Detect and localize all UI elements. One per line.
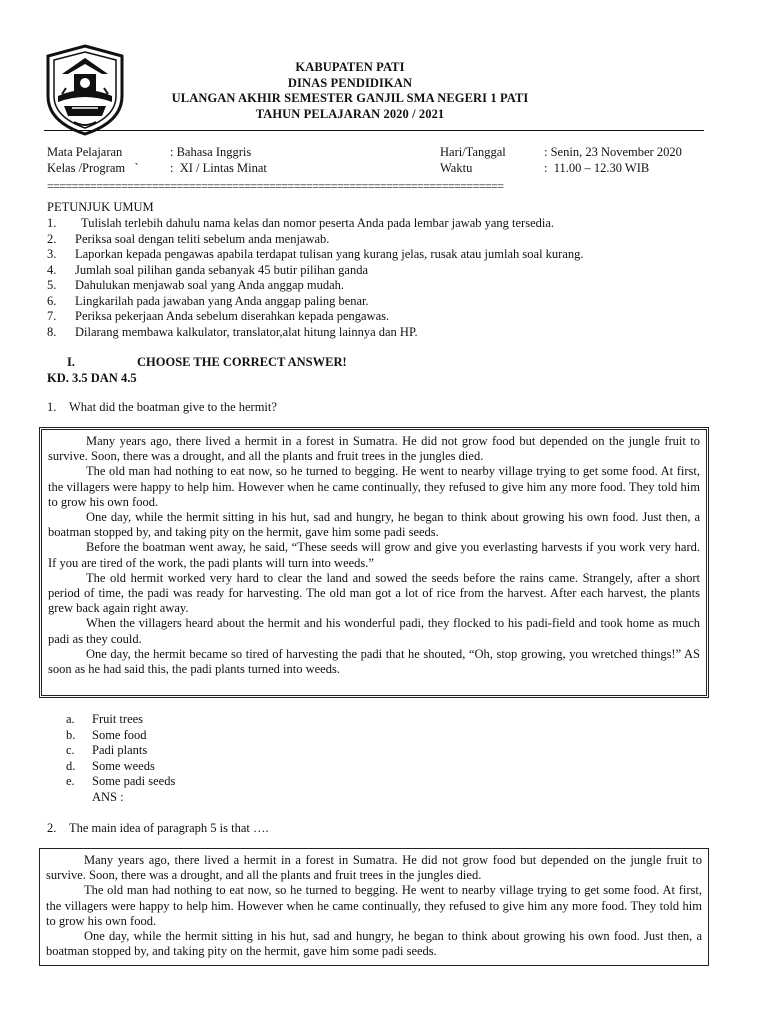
answer-options: [66, 712, 175, 805]
section-heading: [47, 355, 347, 386]
question-number: 2.: [47, 821, 57, 835]
instruction-item: 7. Periksa pekerjaan Anda sebelum diserahkan kepada pengawas.: [47, 309, 390, 323]
option-c[interactable]: c. Padi plants: [66, 743, 148, 757]
info-value: : Bahasa Inggris: [170, 145, 252, 159]
passage-paragraph: The old man had nothing to eat now, so he turned to begging. He went to nearby village trying to get some food. At first, the villagers were happy to help him. However when he came continually, they refused to give him any more food. They told him to grow his own food.: [46, 883, 702, 928]
question-2: [47, 821, 269, 836]
passage-paragraph: Many years ago, there lived a hermit in a forest in Sumatra. He did not grow food but depended on the jungle fruit to survive. Soon, there was a drought, and all the plants and fruit trees in the jungles died.: [46, 853, 702, 883]
instructions-title: PETUNJUK UMUM: [47, 200, 154, 214]
option-a[interactable]: a. Fruit trees: [66, 712, 144, 726]
passage-paragraph: Before the boatman went away, he said, “These seeds will grow and give you everlasting harvests if you work very hard. If you are tired of the work, the padi plants will turn into weeds.”: [48, 540, 700, 570]
info-label: Hari/Tanggal: [440, 145, 506, 159]
question-text: What did the boatman give to the hermit?: [69, 400, 277, 414]
header-exam-title: ULANGAN AKHIR SEMESTER GANJIL SMA NEGERI 1 PATI: [171, 91, 529, 105]
passage-paragraph: When the villagers heard about the hermit and his wonderful padi, they flocked to his padi-field and took home as much padi as they could.: [48, 616, 700, 646]
exam-header: [140, 60, 560, 122]
passage-paragraph: One day, the hermit became so tired of harvesting the padi that he shouted, “Oh, stop growing, you wretched things!” AS soon as he had said this, the padi plants turned into weeds.: [48, 646, 700, 677]
info-left: [47, 145, 267, 176]
question-1: [47, 400, 277, 415]
info-label: Kelas /Program `: [47, 160, 139, 175]
section-kd: KD. 3.5 DAN 4.5: [47, 370, 137, 385]
question-text: The main idea of paragraph 5 is that ….: [69, 821, 269, 835]
passage-paragraph: Many years ago, there lived a hermit in a forest in Sumatra. He did not grow food but depended on the jungle fruit to survive. Soon, there was a drought, and all the plants and fruit trees in the jungles died.: [48, 434, 700, 464]
instruction-item: 5. Dahulukan menjawab soal yang Anda anggap mudah.: [47, 278, 345, 292]
header-office: DINAS PENDIDIKAN: [287, 75, 413, 90]
info-label: Waktu: [440, 160, 473, 175]
info-value: : 11.00 – 12.30 WIB: [544, 160, 650, 175]
passage-paragraph: The old man had nothing to eat now, so he turned to begging. He went to nearby village trying to get some food. At first, the villagers were happy to help him. However when he came continually, they refused to give him any more food. They told him to grow his own food.: [48, 464, 700, 509]
separator-line: ==========================================================================: [47, 180, 504, 192]
instruction-item: 2. Periksa soal dengan teliti sebelum anda menjawab.: [47, 231, 330, 246]
info-row-subject: [47, 145, 267, 161]
instruction-item: 8. Dilarang membawa kalkulator, translator,alat hitung lainnya dan HP.: [47, 324, 418, 339]
header-divider: [44, 130, 704, 131]
reading-passage-1: [39, 427, 709, 698]
passage-paragraph: One day, while the hermit sitting in his hut, sad and hungry, he began to think about growing his own food. Just then, a boatman stopped by, and taking pity on the hermit, gave him some padi seeds.: [48, 510, 700, 540]
instructions-list: [47, 216, 584, 340]
info-value: : Senin, 23 November 2020: [544, 145, 682, 159]
info-value: : XI / Lintas Minat: [170, 160, 267, 175]
option-d[interactable]: d. Some weeds: [66, 758, 155, 773]
passage-paragraph: The old hermit worked very hard to clear the land and sowed the seeds before the rains came. Strangely, after a short period of time, the padi was ready for harvesting. The old man got a lot of rice from the harvest. After each harvest, the plants grew back again right away.: [48, 570, 700, 616]
reading-passage-2: [39, 848, 709, 966]
info-row-time: [440, 161, 682, 177]
info-right: [440, 145, 682, 176]
header-academic-year: TAHUN PELAJARAN 2020 / 2021: [255, 106, 445, 121]
instruction-item: 6. Lingkarilah pada jawaban yang Anda anggap paling benar.: [47, 293, 369, 308]
regency-emblem-icon: [44, 44, 126, 136]
instruction-item: 4. Jumlah soal pilihan ganda sebanyak 45 butir pilihan ganda: [47, 262, 368, 277]
answer-label: ANS :: [92, 789, 124, 804]
info-row-class: [47, 161, 267, 177]
instruction-item: 1. Tulislah terlebih dahulu nama kelas dan nomor peserta Anda pada lembar jawab yang tersedia.: [47, 216, 555, 230]
info-label: Mata Pelajaran: [47, 145, 123, 159]
option-e[interactable]: e. Some padi seeds: [66, 774, 176, 788]
header-regency: KABUPATEN PATI: [295, 60, 405, 74]
instruction-item: 3. Laporkan kepada pengawas apabila terdapat tulisan yang kurang jelas, rusak atau jumlah soal kurang.: [47, 247, 584, 261]
question-number: 1.: [47, 400, 57, 414]
option-b[interactable]: b. Some food: [66, 727, 147, 742]
info-row-date: [440, 145, 682, 161]
passage-paragraph: One day, while the hermit sitting in his hut, sad and hungry, he began to think about growing his own food. Just then, a boatman stopped by, and taking pity on the hermit, gave him some padi seeds.: [46, 929, 702, 959]
section-number: I.: [67, 355, 75, 369]
section-title: CHOOSE THE CORRECT ANSWER!: [137, 355, 347, 369]
